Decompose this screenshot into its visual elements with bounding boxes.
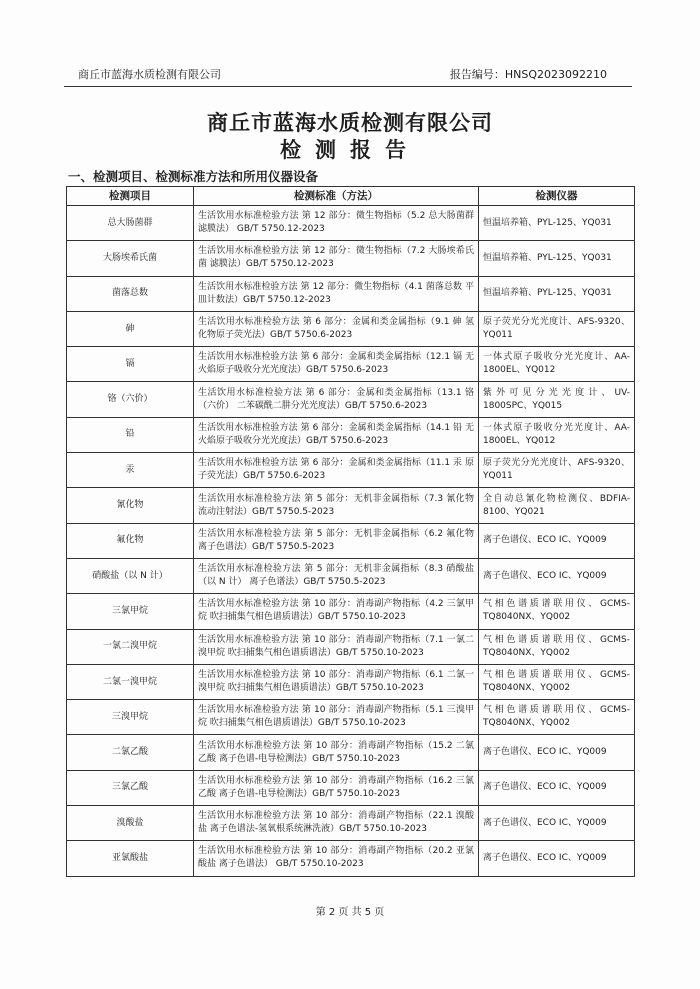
cell-item: 三氯甲烷 [67, 594, 194, 629]
cell-method: 生活饮用水标准检验方法 第 10 部分：消毒副产物指标（6.1 二氯一溴甲烷 吹扫捕集气相色谱质谱法）GB/T 5750.10-2023 [194, 664, 479, 699]
cell-item: 溴酸盐 [67, 806, 194, 841]
cell-instrument: 气相色谱质谱联用仪、GCMS-TQ8040NX、YQ002 [479, 594, 635, 629]
cell-item: 二氯一溴甲烷 [67, 664, 194, 699]
column-header-method: 检测标准（方法） [194, 187, 479, 206]
header-divider [64, 86, 632, 87]
cell-item: 氰化物 [67, 488, 194, 523]
test-methods-table [66, 186, 635, 877]
cell-item: 三氯乙酸 [67, 770, 194, 805]
cell-method: 生活饮用水标准检验方法 第 10 部分：消毒副产物指标（4.2 三氯甲烷 吹扫捕集气相色谱质谱法）GB/T 5750.10-2023 [194, 594, 479, 629]
cell-instrument: 离子色谱仪、ECO IC、YQ009 [479, 841, 635, 876]
cell-method: 生活饮用水标准检验方法 第 6 部分：金属和类金属指标（13.1 铬（六价） 二苯碳酰二肼分光光度法）GB/T 5750.6-2023 [194, 382, 479, 417]
cell-instrument: 全自动总氰化物检测仪、BDFIA-8100、YQ021 [479, 488, 635, 523]
cell-instrument: 一体式原子吸收分光光度计、AA-1800EL、YQ012 [479, 417, 635, 452]
table-row [67, 735, 635, 770]
table-row [67, 347, 635, 382]
table-row [67, 594, 635, 629]
cell-method: 生活饮用水标准检验方法 第 10 部分：消毒副产物指标（7.1 一氯二溴甲烷 吹扫捕集气相色谱质谱法）GB/T 5750.10-2023 [194, 629, 479, 664]
table-row [67, 841, 635, 876]
report-number: 报告编号：HNSQ2023092210 [449, 68, 607, 81]
table-body [67, 206, 635, 877]
cell-instrument: 离子色谱仪、ECO IC、YQ009 [479, 806, 635, 841]
table-row [67, 276, 635, 311]
cell-instrument: 原子荧光分光光度计、AFS-9320、YQ011 [479, 311, 635, 346]
column-header-item: 检测项目 [67, 187, 194, 206]
table-row [67, 206, 635, 241]
table-row [67, 382, 635, 417]
cell-method: 生活饮用水标准检验方法 第 12 部分：微生物指标（5.2 总大肠菌群 滤膜法） GB/T 5750.12-2023 [194, 206, 479, 241]
table-row [67, 629, 635, 664]
cell-item: 镉 [67, 347, 194, 382]
cell-item: 铬（六价） [67, 382, 194, 417]
cell-instrument: 恒温培养箱、PYL-125、YQ031 [479, 206, 635, 241]
document-title: 商丘市蓝海水质检测有限公司 [207, 110, 493, 135]
cell-item: 硝酸盐（以 N 计） [67, 558, 194, 593]
cell-item: 菌落总数 [67, 276, 194, 311]
section-title: 一、检测项目、检测标准方法和所用仪器设备 [68, 169, 319, 184]
cell-instrument: 离子色谱仪、ECO IC、YQ009 [479, 558, 635, 593]
cell-item: 总大肠菌群 [67, 206, 194, 241]
cell-method: 生活饮用水标准检验方法 第 5 部分：无机非金属指标（6.2 氟化物 离子色谱法）GB/T 5750.5-2023 [194, 523, 479, 558]
cell-instrument: 离子色谱仪、ECO IC、YQ009 [479, 770, 635, 805]
table-row [67, 770, 635, 805]
cell-instrument: 离子色谱仪、ECO IC、YQ009 [479, 735, 635, 770]
cell-item: 大肠埃希氏菌 [67, 241, 194, 276]
cell-method: 生活饮用水标准检验方法 第 6 部分：金属和类金属指标（14.1 铅 无火焰原子吸收分光光度法）GB/T 5750.6-2023 [194, 417, 479, 452]
cell-instrument: 恒温培养箱、PYL-125、YQ031 [479, 276, 635, 311]
cell-method: 生活饮用水标准检验方法 第 12 部分：微生物指标（4.1 菌落总数 平皿计数法）GB/T 5750.12-2023 [194, 276, 479, 311]
cell-method: 生活饮用水标准检验方法 第 12 部分：微生物指标（7.2 大肠埃希氏菌 滤膜法）GB/T 5750.12-2023 [194, 241, 479, 276]
cell-method: 生活饮用水标准检验方法 第 10 部分：消毒副产物指标（15.2 二氯乙酸 离子色谱-电导检测法）GB/T 5750.10-2023 [194, 735, 479, 770]
column-header-instrument: 检测仪器 [479, 187, 635, 206]
page-number: 第 2 页 共 5 页 [315, 907, 385, 918]
cell-item: 一氯二溴甲烷 [67, 629, 194, 664]
cell-instrument: 离子色谱仪、ECO IC、YQ009 [479, 523, 635, 558]
cell-instrument: 一体式原子吸收分光光度计、AA-1800EL、YQ012 [479, 347, 635, 382]
cell-instrument: 恒温培养箱、PYL-125、YQ031 [479, 241, 635, 276]
cell-instrument: 紫外可见分光光度计、UV-1800SPC、YQ015 [479, 382, 635, 417]
table-row [67, 700, 635, 735]
table-row [67, 523, 635, 558]
cell-item: 汞 [67, 453, 194, 488]
cell-item: 二氯乙酸 [67, 735, 194, 770]
cell-item: 三溴甲烷 [67, 700, 194, 735]
cell-method: 生活饮用水标准检验方法 第 5 部分：无机非金属指标（7.3 氰化物 流动注射法）GB/T 5750.5-2023 [194, 488, 479, 523]
table-row [67, 558, 635, 593]
table-row [67, 311, 635, 346]
cell-method: 生活饮用水标准检验方法 第 10 部分：消毒副产物指标（20.2 亚氯酸盐 离子色谱法） GB/T 5750.10-2023 [194, 841, 479, 876]
table-row [67, 417, 635, 452]
cell-instrument: 原子荧光分光光度计、AFS-9320、YQ011 [479, 453, 635, 488]
table-row [67, 806, 635, 841]
cell-method: 生活饮用水标准检验方法 第 6 部分：金属和类金属指标（9.1 砷 氢化物原子荧光法）GB/T 5750.6-2023 [194, 311, 479, 346]
table-row [67, 664, 635, 699]
cell-instrument: 气相色谱质谱联用仪、GCMS-TQ8040NX、YQ002 [479, 664, 635, 699]
header-company: 商丘市蓝海水质检测有限公司 [78, 68, 221, 81]
table-row [67, 241, 635, 276]
table-header-row [67, 187, 635, 206]
cell-method: 生活饮用水标准检验方法 第 5 部分：无机非金属指标（8.3 硝酸盐（以 N 计） 离子色谱法）GB/T 5750.5-2023 [194, 558, 479, 593]
seal-stamp [656, 500, 700, 620]
table-row [67, 453, 635, 488]
cell-method: 生活饮用水标准检验方法 第 10 部分：消毒副产物指标（16.2 三氯乙酸 离子色谱-电导检测法）GB/T 5750.10-2023 [194, 770, 479, 805]
cell-item: 铅 [67, 417, 194, 452]
cell-item: 氟化物 [67, 523, 194, 558]
cell-method: 生活饮用水标准检验方法 第 6 部分：金属和类金属指标（12.1 镉 无火焰原子吸收分光光度法）GB/T 5750.6-2023 [194, 347, 479, 382]
document-subtitle: 检测报告 [280, 137, 420, 162]
table-row [67, 488, 635, 523]
cell-method: 生活饮用水标准检验方法 第 10 部分：消毒副产物指标（22.1 溴酸盐 离子色谱法-氢氧根系统淋洗液）GB/T 5750.10-2023 [194, 806, 479, 841]
cell-method: 生活饮用水标准检验方法 第 10 部分：消毒副产物指标（5.1 三溴甲烷 吹扫捕集气相色谱质谱法）GB/T 5750.10-2023 [194, 700, 479, 735]
cell-item: 砷 [67, 311, 194, 346]
cell-method: 生活饮用水标准检验方法 第 6 部分：金属和类金属指标（11.1 汞 原子荧光法）GB/T 5750.6-2023 [194, 453, 479, 488]
cell-item: 亚氯酸盐 [67, 841, 194, 876]
cell-instrument: 气相色谱质谱联用仪、GCMS-TQ8040NX、YQ002 [479, 629, 635, 664]
cell-instrument: 气相色谱质谱联用仪、GCMS-TQ8040NX、YQ002 [479, 700, 635, 735]
